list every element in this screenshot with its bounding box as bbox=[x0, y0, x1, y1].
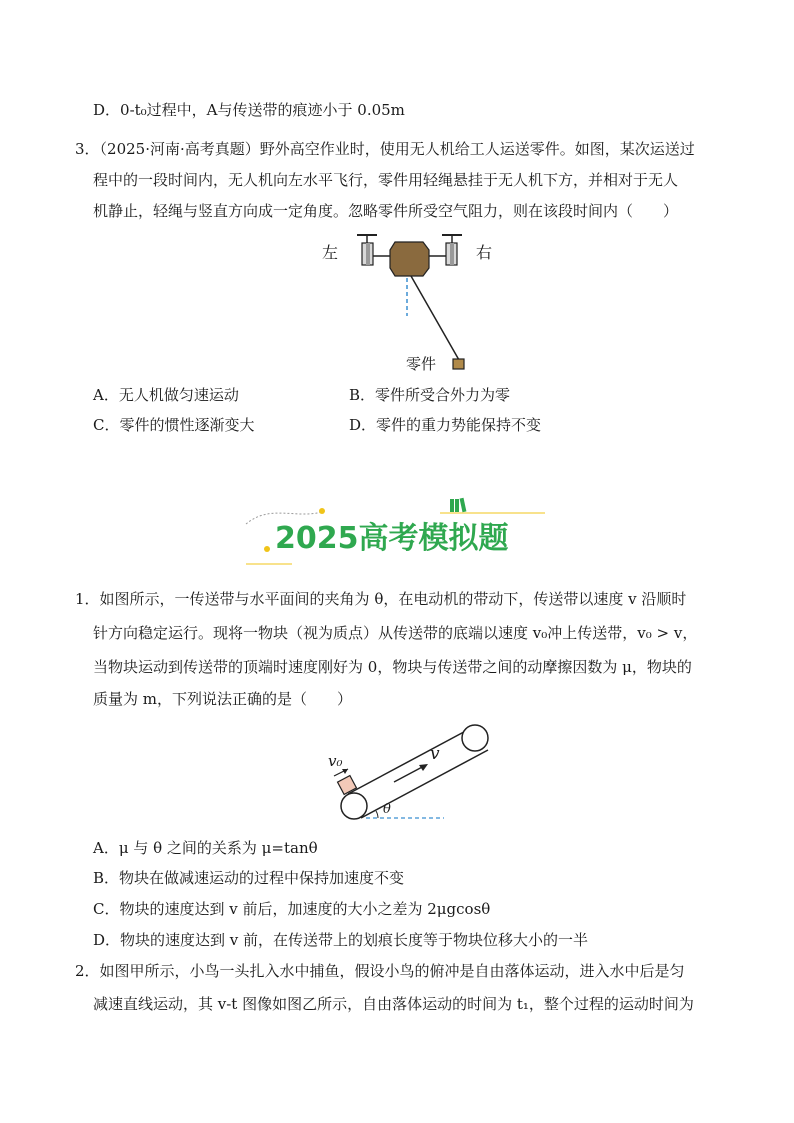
m1-option-b: B．物块在做减速运动的过程中保持加速度不变 bbox=[93, 869, 405, 887]
m1-option-a: A．μ 与 θ 之间的关系为 μ=tanθ bbox=[93, 839, 318, 857]
theta-label: θ bbox=[383, 802, 391, 817]
m2-stem-line1: 2．如图甲所示，小鸟一头扎入水中捕鱼，假设小鸟的俯冲是自由落体运动，进入水中后是匀 bbox=[75, 962, 685, 980]
m1-stem-line2: 针方向稳定运行。现将一物块（视为质点）从传送带的底端以速度 v₀冲上传送带，v₀ > v， bbox=[93, 624, 698, 642]
q3-option-a: A．无人机做匀速运动 bbox=[93, 386, 239, 404]
drone-right-label: 右 bbox=[476, 243, 493, 262]
q3-stem-line1: 3．（2025·河南·高考真题）野外高空作业时，使用无人机给工人运送零件。如图，某次运送过 bbox=[75, 140, 695, 158]
prev-option-d: D．0-t₀过程中，A与传送带的痕迹小于 0.05m bbox=[93, 101, 405, 119]
part-label: 零件 bbox=[406, 355, 437, 373]
q3-stem-line2: 程中的一段时间内，无人机向左水平飞行，零件用轻绳悬挂于无人机下方，并相对于无人 bbox=[93, 171, 679, 189]
m1-option-d: D．物块的速度达到 v 前，在传送带上的划痕长度等于物块位移大小的一半 bbox=[93, 931, 589, 949]
q3-stem-line3: 机静止，轻绳与竖直方向成一定角度。忽略零件所受空气阻力，则在该段时间内（ ） bbox=[93, 202, 679, 220]
q3-option-c: C．零件的惯性逐渐变大 bbox=[93, 416, 255, 434]
m1-stem-line3: 当物块运动到传送带的顶端时速度刚好为 0，物块与传送带之间的动摩擦因数为 μ，物块的 bbox=[93, 658, 692, 676]
m1-option-c: C．物块的速度达到 v 前后，加速度的大小之差为 2μgcosθ bbox=[93, 900, 491, 918]
q3-option-d: D．零件的重力势能保持不变 bbox=[349, 416, 542, 434]
m1-stem-line4: 质量为 m，下列说法正确的是（ ） bbox=[93, 690, 352, 708]
section-title: 2025高考模拟题 bbox=[275, 521, 509, 556]
drone-left-label: 左 bbox=[322, 243, 339, 262]
conveyor-figure bbox=[322, 718, 502, 826]
q3-option-b: B．零件所受合外力为零 bbox=[349, 386, 511, 404]
v-label: v bbox=[430, 744, 440, 764]
v0-label: v₀ bbox=[328, 752, 343, 770]
m1-stem-line1: 1．如图所示，一传送带与水平面间的夹角为 θ，在电动机的带动下，传送带以速度 v 沿顺时 bbox=[75, 590, 687, 608]
m2-stem-line2: 减速直线运动，其 v-t 图像如图乙所示，自由落体运动的时间为 t₁，整个过程的运动时间为 bbox=[93, 995, 694, 1013]
